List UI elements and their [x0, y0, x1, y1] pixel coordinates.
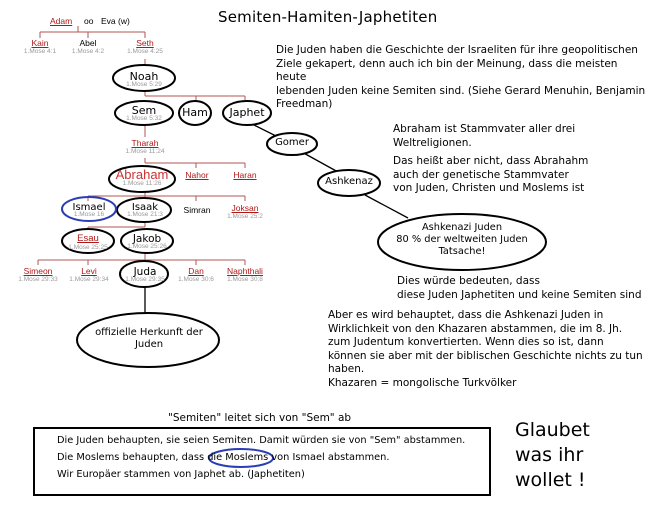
node-simran: Simran	[183, 205, 211, 215]
paragraph-geschichte	[276, 44, 650, 112]
node-levi-name: Levi	[81, 266, 97, 276]
node-abel-ref: 1.Mose 4:2	[71, 48, 105, 55]
p4-line-3: zum Judentum konvertierten. Wenn dies so ist, dann	[328, 336, 604, 348]
p4-line-6: Khazaren = mongolische Turkvölker	[328, 376, 517, 389]
p2a-line-2: Weltreligionen.	[393, 136, 472, 149]
box-line-moslems	[57, 452, 390, 463]
p1-line-2: Ziele gekapert, denn auch ich bin der Meinung, dass die meisten heute	[276, 57, 618, 83]
box-line-moslems-post: von Ismael abstammen.	[268, 452, 390, 463]
ashkenazi-juden-text	[385, 222, 539, 258]
node-isaak	[117, 202, 173, 218]
glaubet-text	[515, 418, 590, 493]
node-eva: Eva (w)	[101, 16, 130, 26]
node-levi-ref: 1.Mose 29:34	[69, 276, 109, 283]
p1-line-1: Die Juden haben die Geschichte der Israeliten für ihre geopolitischen	[276, 44, 638, 56]
node-naphthali-name: Naphthali	[227, 266, 263, 276]
herkunft-line-1: offizielle Herkunft der	[95, 327, 203, 338]
box-line-europaer: Wir Europäer stammen von Japhet ab. (Japhetiten)	[57, 469, 305, 480]
ashkenazi-line-3: Tatsache!	[438, 246, 486, 257]
node-juda-ref: 1.Mose 29:35	[125, 276, 165, 283]
node-jakob	[121, 233, 173, 250]
herkunft-line-2: Juden	[134, 339, 164, 350]
node-kain-ref: 1.Mose 4:1	[23, 48, 57, 55]
node-ismael-ref: 1.Mose 16	[73, 211, 105, 218]
node-adam: Adam	[50, 16, 73, 26]
glaubet-line-3: wollet !	[515, 469, 586, 491]
node-isaak-ref: 1.Mose 21:3	[127, 211, 163, 218]
node-noah-ref: 1.Mose 5:29	[126, 81, 162, 88]
node-joksan-name: Joksan	[231, 203, 259, 213]
node-juda	[117, 266, 173, 283]
node-simeon-name: Simeon	[23, 266, 53, 276]
node-simeon-ref: 1.Mose 29:33	[18, 276, 58, 283]
node-seth	[118, 38, 172, 55]
node-sem-name: Sem	[131, 104, 157, 117]
p1-line-4: Freedman)	[276, 98, 333, 110]
semiten-note: "Semiten" leitet sich von "Sem" ab	[168, 412, 352, 424]
herkunft-text	[84, 327, 214, 351]
node-dan	[170, 266, 222, 283]
node-esau-name: Esau	[77, 233, 99, 244]
p2b-line-2: auch der genetische Stammvater	[393, 168, 569, 181]
box-line-moslems-circled: die Moslems	[207, 452, 269, 463]
p4-line-4: können sie aber mit der biblischen Geschichte nichts zu tun	[328, 349, 643, 362]
node-esau	[62, 233, 114, 251]
node-kain-name: Kain	[31, 38, 49, 48]
node-joksan-ref: 1.Mose 25:2	[227, 213, 263, 220]
node-sem-ref: 1.Mose 5:32	[126, 115, 162, 122]
p1-line-3: lebenden Juden keine Semiten sind. (Siehe Gerard Menuhin, Benjamin	[276, 84, 646, 97]
node-noah-name: Noah	[129, 70, 159, 83]
page-title: Semiten-Hamiten-Japhetiten	[218, 8, 438, 26]
node-kain	[15, 38, 65, 55]
p3-line-2: diese Juden Japhetiten und keine Semiten sind	[397, 288, 642, 301]
node-gomer: Gomer	[275, 137, 309, 148]
node-abraham-ref: 1.Mose 11:26	[122, 180, 162, 187]
node-tharah	[115, 138, 175, 155]
node-naphthali	[217, 266, 273, 283]
node-simeon	[10, 266, 66, 283]
p3-line-1: Dies würde bedeuten, dass	[397, 275, 540, 287]
node-naphthali-ref: 1.Mose 30:8	[227, 276, 263, 283]
node-abel-name: Abel	[79, 38, 97, 48]
node-japhet: Japhet	[229, 106, 265, 119]
paragraph-genetischer-stammvater	[393, 155, 588, 196]
box-line-moslems-pre: Die Moslems behaupten, dass	[57, 452, 208, 463]
node-tharah-ref: 1.Mose 11:24	[125, 148, 165, 155]
p2a-line-1: Abraham ist Stammvater aller drei	[393, 123, 576, 135]
node-jakob-name: Jakob	[132, 233, 162, 245]
paragraph-khazaren	[328, 309, 643, 390]
box-line-juden: Die Juden behaupten, sie seien Semiten. Damit würden sie von "Sem" abstammen.	[57, 435, 466, 446]
node-noah	[114, 70, 174, 88]
node-ham: Ham	[182, 106, 208, 119]
node-tharah-name: Tharah	[131, 138, 159, 148]
node-joksan	[220, 203, 270, 220]
node-isaak-name: Isaak	[131, 202, 159, 213]
node-jakob-ref: 1.Mose 25:26	[127, 243, 167, 250]
node-esau-ref: 1.Mose 25:25	[68, 244, 108, 251]
node-nahor: Nahor	[185, 170, 209, 180]
node-ismael	[62, 202, 116, 218]
paragraph-abraham-stammvater	[393, 123, 575, 150]
node-abel	[63, 38, 113, 55]
glaubet-line-2: was ihr	[515, 444, 584, 466]
marriage-symbol: oo	[84, 16, 94, 26]
node-sem	[115, 104, 173, 122]
glaubet-line-1: Glaubet	[515, 419, 590, 441]
p2b-line-3: von Juden, Christen und Moslems ist	[393, 182, 585, 194]
node-seth-name: Seth	[136, 38, 154, 48]
node-dan-ref: 1.Mose 30:6	[178, 276, 214, 283]
ashkenazi-line-1: Ashkenazi Juden	[421, 222, 503, 233]
node-dan-name: Dan	[188, 266, 204, 276]
node-seth-ref: 1.Mose 4:25	[127, 48, 163, 55]
p4-line-1: Aber es wird behauptet, dass die Ashkenazi Juden in	[328, 309, 604, 321]
node-juda-name: Juda	[133, 266, 157, 278]
node-abraham	[111, 167, 173, 187]
p4-line-5: haben.	[328, 363, 365, 375]
node-ismael-name: Ismael	[72, 202, 106, 213]
p4-line-2: Wirklichkeit von den Khazaren abstammen, die im 8. Jh.	[328, 322, 623, 335]
node-levi	[61, 266, 117, 283]
p2b-line-1: Das heißt aber nicht, dass Abrahahm	[393, 155, 589, 167]
node-haran: Haran	[233, 170, 257, 180]
ashkenazi-line-2: 80 % der weltweiten Juden	[396, 234, 528, 245]
node-abraham-name: Abraham	[115, 167, 169, 182]
node-ashkenaz: Ashkenaz	[325, 176, 373, 187]
paragraph-japhetiten	[397, 275, 642, 302]
